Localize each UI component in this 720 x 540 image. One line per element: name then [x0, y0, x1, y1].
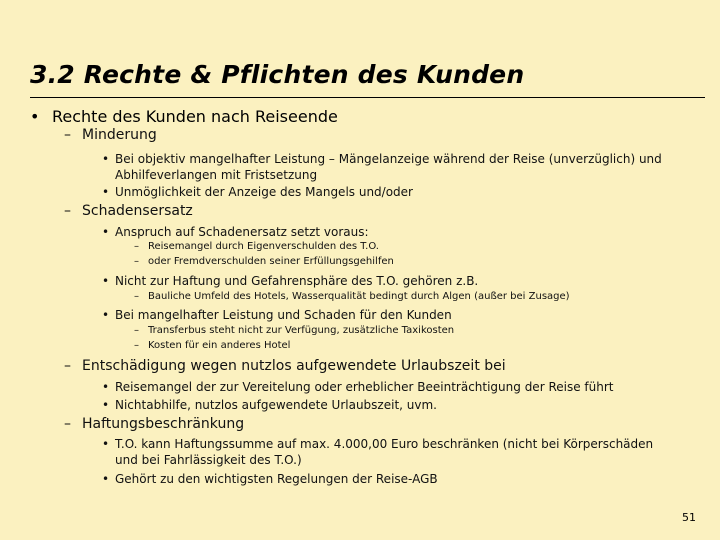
list-item: [102, 224, 369, 240]
list-item-text: Nicht zur Haftung und Gefahrensphäre des T.O. gehören z.B.: [115, 274, 479, 288]
list-item: [102, 151, 662, 183]
bullet-dot: •: [102, 472, 110, 486]
sub-list-item: [134, 340, 291, 351]
section-label: Schadensersatz: [82, 203, 193, 219]
bullet-dash: –: [134, 256, 139, 267]
section-haftung: [64, 416, 245, 432]
sub-list-item-text: Kosten für ein anderes Hotel: [148, 340, 291, 351]
list-item: [102, 397, 437, 413]
sub-list-item: [134, 291, 570, 302]
bullet-dash: –: [64, 416, 71, 432]
section-label: Entschädigung wegen nutzlos aufgewendete Urlaubszeit bei: [82, 358, 506, 374]
list-item: [102, 471, 438, 487]
list-item: [102, 379, 614, 395]
bullet-dash: –: [64, 127, 71, 143]
bullet-dot: •: [30, 107, 40, 126]
list-item-text: Anspruch auf Schadenersatz setzt voraus:: [115, 225, 369, 239]
page-number: 51: [682, 511, 696, 524]
sub-list-item: [134, 241, 379, 252]
bullet-dot: •: [102, 225, 110, 239]
bullet-dot: •: [102, 380, 110, 394]
list-item-text: Nichtabhilfe, nutzlos aufgewendete Urlaubszeit, uvm.: [115, 398, 437, 412]
bullet-dash: –: [64, 203, 71, 219]
section-label: Minderung: [82, 127, 157, 143]
main-heading-text: Rechte des Kunden nach Reiseende: [52, 107, 338, 126]
section-minderung: [64, 127, 157, 143]
slide-title: 3.2 Rechte & Pflichten des Kunden: [30, 60, 525, 89]
list-item: [102, 273, 479, 289]
list-item-line: Unmöglichkeit der Anzeige des Mangels und/oder: [115, 185, 413, 199]
sub-list-item: [134, 256, 394, 267]
list-item-line: Bei objektiv mangelhafter Leistung – Mängelanzeige während der Reise (unverzüglich) und: [115, 152, 662, 166]
list-item-text: Bei mangelhafter Leistung und Schaden für den Kunden: [115, 308, 452, 322]
section-label: Haftungsbeschränkung: [82, 416, 245, 432]
list-item: [102, 436, 654, 468]
list-item: [102, 307, 452, 323]
sub-list-item: [134, 325, 455, 336]
title-underline: [30, 97, 705, 98]
section-entschaedigung: [64, 358, 506, 374]
bullet-dot: •: [102, 398, 110, 412]
sub-list-item-text: Bauliche Umfeld des Hotels, Wasserqualität bedingt durch Algen (außer bei Zusage): [148, 291, 570, 302]
list-item-line: und bei Fahrlässigkeit des T.O.): [115, 453, 302, 467]
bullet-dash: –: [134, 325, 139, 336]
list-item-line: Abhilfeverlangen mit Fristsetzung: [115, 168, 318, 182]
main-heading: [30, 107, 338, 126]
sub-list-item-text: Reisemangel durch Eigenverschulden des T.O.: [148, 241, 379, 252]
bullet-dot: •: [102, 308, 110, 322]
list-item-line: Gehört zu den wichtigsten Regelungen der Reise-AGB: [115, 472, 438, 486]
bullet-dash: –: [134, 241, 139, 252]
list-item-line: T.O. kann Haftungssumme auf max. 4.000,00 Euro beschränken (nicht bei Körperschäden: [115, 437, 654, 451]
sub-list-item-text: oder Fremdverschulden seiner Erfüllungsgehilfen: [148, 256, 394, 267]
bullet-dash: –: [134, 340, 139, 351]
bullet-dot: •: [102, 152, 110, 166]
list-item: [102, 184, 413, 200]
bullet-dash: –: [64, 358, 71, 374]
bullet-dot: •: [102, 185, 110, 199]
bullet-dot: •: [102, 274, 110, 288]
list-item-text: Reisemangel der zur Vereitelung oder erheblicher Beeinträchtigung der Reise führt: [115, 380, 614, 394]
sub-list-item-text: Transferbus steht nicht zur Verfügung, zusätzliche Taxikosten: [148, 325, 455, 336]
bullet-dot: •: [102, 437, 110, 451]
section-schadensersatz: [64, 203, 193, 219]
bullet-dash: –: [134, 291, 139, 302]
